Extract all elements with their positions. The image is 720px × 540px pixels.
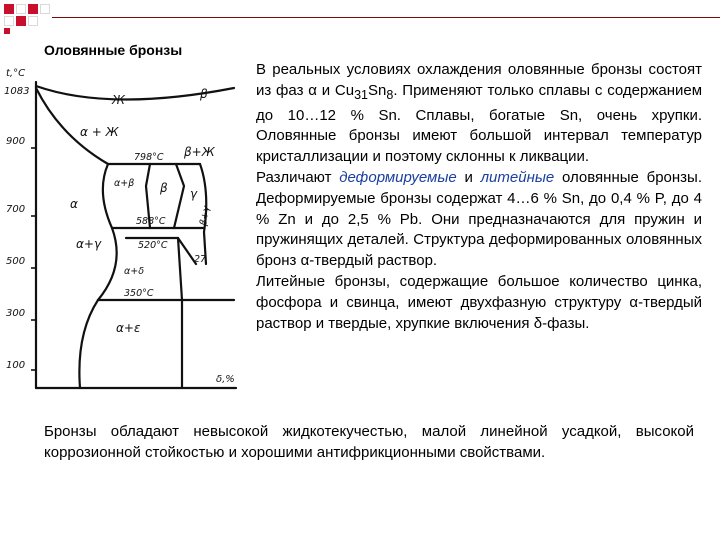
page-title: Оловянные бронзы <box>44 42 183 58</box>
temp-798: 798°C <box>134 152 164 163</box>
x-axis-label: δ,% <box>216 374 235 385</box>
paragraph-phases: В реальных условиях охлаждения оловянные бронзы состоят из фаз α и $Cu_{31}Sn_8$. Применяют только сплавы с содержанием до 10…12 % Sn. Сплавы, богатые Sn, очень хрупки. Оловянные бронзы имеют большой интервал температур кристаллизации и поэтому склонны к ликвации. <box>256 61 703 166</box>
phase-alpha-gamma: α+γ <box>76 237 102 251</box>
phase-beta-gamma: β+γ <box>198 205 213 227</box>
temp-588: 588°C <box>136 216 166 227</box>
phase-alpha: α <box>70 197 78 211</box>
phase-diagram <box>0 52 250 392</box>
alpha-lower-solvus <box>79 300 98 388</box>
composition-27: 27 <box>194 254 207 265</box>
term-cast: литейные <box>480 168 555 186</box>
decorative-squares <box>0 0 60 36</box>
phase-beta-top: β <box>200 87 208 101</box>
phase-alpha-beta: α+β <box>114 178 135 189</box>
y-tick-900: 900 <box>6 136 26 147</box>
term-deformable: деформируемые <box>339 168 457 186</box>
phase-gamma: γ <box>190 187 198 201</box>
header-rule <box>52 17 720 18</box>
y-axis-label: t,°C <box>6 68 26 79</box>
phase-beta-liquid: β+Ж <box>184 145 215 159</box>
description-text <box>256 60 702 334</box>
y-tick-300: 300 <box>6 308 26 319</box>
y-tick-1083: 1083 <box>4 86 30 97</box>
phase-alpha-liquid: α + Ж <box>80 125 119 139</box>
phase-alpha-delta: α+δ <box>124 266 145 277</box>
paragraph-cast: Литейные бронзы, содержащие большое количество цинка, фосфора и свинца, имеют двухфазную структуру α-твердый раствор и твердые, хрупкие включения δ-фазы. <box>256 272 702 332</box>
temp-350: 350°C <box>124 288 154 299</box>
y-tick-500: 500 <box>6 256 26 267</box>
phase-alpha-epsilon: α+ε <box>116 321 141 335</box>
y-tick-100: 100 <box>6 360 26 371</box>
summary-text: Бронзы обладают невысокой жидкотекучестью, малой линейной усадкой, высокой коррозионной стойкостью и хорошими антифрикционными свойствами. <box>44 423 694 461</box>
paragraph-types: Различают деформируемые и литейные оловянные бронзы. Деформируемые бронзы содержат 4…6 % Sn, до 0,4 % P, до 4 % Zn и до 2,5 % Pb. Они предназначаются для пружин и пружинящих деталей. Структура деформированных оловянных бронз α-твердый раствор. <box>256 168 702 270</box>
beta-right <box>174 164 184 228</box>
phase-beta-mid: β <box>160 181 168 195</box>
y-tick-700: 700 <box>6 204 26 215</box>
phase-liquid: Ж <box>112 93 125 107</box>
temp-520: 520°C <box>138 240 168 251</box>
